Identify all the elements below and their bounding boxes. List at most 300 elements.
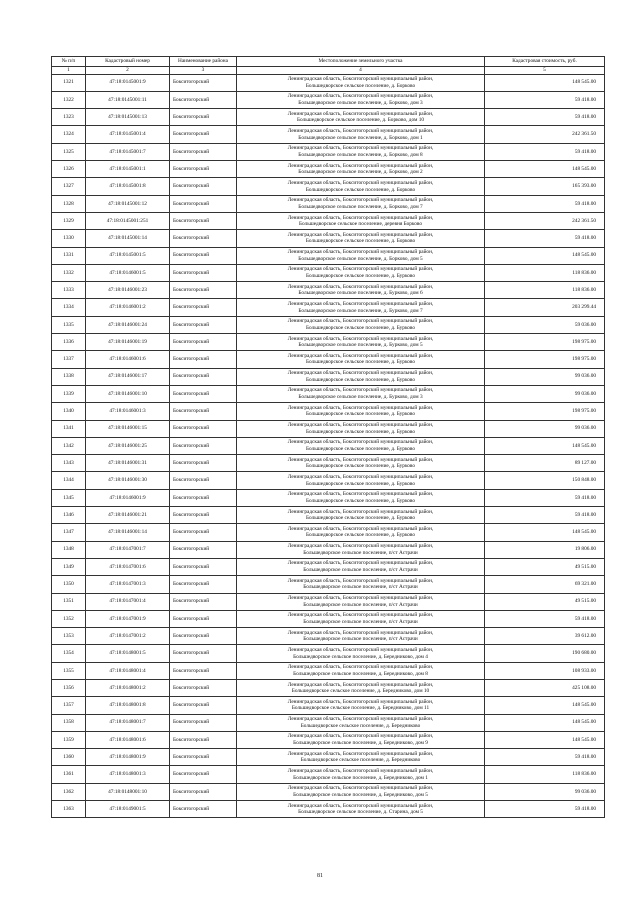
location-cell <box>237 316 485 333</box>
district-name: Бокситогорский <box>170 195 237 212</box>
cadastral-value: 242 361.50 <box>485 212 605 229</box>
location-line-2: Большедворское сельское поселение, д. Бурково <box>305 428 416 435</box>
row-number: 1358 <box>52 714 86 731</box>
district-name: Бокситогорский <box>170 489 237 506</box>
cadastral-value: 59 418.00 <box>485 507 605 524</box>
table-row <box>52 91 605 108</box>
location-line-1: Ленинградская область, Бокситогорский муниципальный район, <box>287 595 434 602</box>
cadastral-number: 47:18:0147001:4 <box>86 593 170 610</box>
location-line-1: Ленинградская область, Бокситогорский муниципальный район, <box>287 197 434 204</box>
header-number: № п/п <box>52 57 86 67</box>
row-number: 1363 <box>52 801 86 818</box>
location-line-2: Большедворское сельское поселение, д. Борково, дом 10 <box>296 117 425 124</box>
table-row <box>52 489 605 506</box>
table-row <box>52 662 605 679</box>
district-name: Бокситогорский <box>170 299 237 316</box>
cadastral-number: 47:18:0147001:2 <box>86 628 170 645</box>
cadastral-number: 47:18:0147001:6 <box>86 558 170 575</box>
header-row <box>52 57 605 67</box>
location-line-1: Ленинградская область, Бокситогорский муниципальный район, <box>287 283 434 290</box>
location-cell <box>237 524 485 541</box>
cadastral-number: 47:18:0146001:21 <box>86 507 170 524</box>
location-line-1: Ленинградская область, Бокситогорский муниципальный район, <box>287 733 434 740</box>
cadastral-value: 148 545.00 <box>485 161 605 178</box>
cadastral-number: 47:18:0146001:10 <box>86 385 170 402</box>
table-row <box>52 628 605 645</box>
district-name: Бокситогорский <box>170 801 237 818</box>
district-name: Бокситогорский <box>170 628 237 645</box>
location-line-2: Большедворское сельское поселение, д. Бередниково, дом 8 <box>293 670 428 677</box>
cadastral-value: 190 680.00 <box>485 645 605 662</box>
row-number: 1323 <box>52 109 86 126</box>
table-row <box>52 472 605 489</box>
location-line-1: Ленинградская область, Бокситогорский муниципальный район, <box>287 768 434 775</box>
row-number: 1362 <box>52 783 86 800</box>
table-row <box>52 264 605 281</box>
cadastral-number: 47:18:0145001:13 <box>86 109 170 126</box>
cadastral-number: 47:18:0148001:8 <box>86 697 170 714</box>
cadastral-value: 59 418.00 <box>485 489 605 506</box>
location-line-2: Большедворское сельское поселение, д. Бурково <box>305 359 416 366</box>
row-number: 1326 <box>52 161 86 178</box>
district-name: Бокситогорский <box>170 74 237 91</box>
cadastral-number: 47:18:0148001:7 <box>86 714 170 731</box>
location-line-1: Ленинградская область, Бокситогорский муниципальный район, <box>287 110 434 117</box>
cadastral-value: 242 361.50 <box>485 126 605 143</box>
location-cell <box>237 109 485 126</box>
table-row <box>52 351 605 368</box>
cadastral-number: 47:18:0146001:23 <box>86 282 170 299</box>
location-line-1: Ленинградская область, Бокситогорский муниципальный район, <box>287 335 434 342</box>
location-cell <box>237 679 485 696</box>
table-row <box>52 766 605 783</box>
location-line-2: Большедворское сельское поселение, д. Бурково <box>305 411 416 418</box>
district-name: Бокситогорский <box>170 576 237 593</box>
location-line-1: Ленинградская область, Бокситогорский муниципальный район, <box>287 128 434 135</box>
location-line-2: Большедворское сельское поселение, д. Бурково, дом 6 <box>298 290 423 297</box>
cadastral-value: 118 836.00 <box>485 264 605 281</box>
location-line-1: Ленинградская область, Бокситогорский муниципальный район, <box>287 422 434 429</box>
location-line-1: Ленинградская область, Бокситогорский муниципальный район, <box>287 352 434 359</box>
table-row <box>52 524 605 541</box>
cadastral-value: 165 393.00 <box>485 178 605 195</box>
location-line-2: Большедворское сельское поселение, д. Бурково <box>305 273 416 279</box>
row-number: 1360 <box>52 749 86 766</box>
table-row <box>52 801 605 818</box>
cadastral-number: 47:18:0149001:5 <box>86 801 170 818</box>
location-line-2: Большедворское сельское поселение, д. Бурково <box>305 376 416 383</box>
location-line-1: Ленинградская область, Бокситогорский муниципальный район, <box>287 473 434 480</box>
district-name: Бокситогорский <box>170 593 237 610</box>
location-cell <box>237 507 485 524</box>
location-line-2: Большедворское сельское поселение, д. Бурково <box>305 532 416 539</box>
cadastral-number: 47:18:0147001:7 <box>86 541 170 558</box>
cadastral-value: 99 036.00 <box>485 783 605 800</box>
location-cell <box>237 610 485 627</box>
cadastral-number: 47:18:0146001:5 <box>86 264 170 281</box>
cadastral-table <box>51 56 605 818</box>
row-number: 1329 <box>52 212 86 229</box>
district-name: Бокситогорский <box>170 109 237 126</box>
location-cell <box>237 195 485 212</box>
location-cell <box>237 749 485 766</box>
cadastral-number: 47:18:0148001:5 <box>86 645 170 662</box>
cadastral-value: 203 299.44 <box>485 299 605 316</box>
cadastral-value: 69 321.00 <box>485 576 605 593</box>
location-line-1: Ленинградская область, Бокситогорский муниципальный район, <box>287 491 434 498</box>
row-number: 1340 <box>52 403 86 420</box>
table-row <box>52 749 605 766</box>
location-line-1: Ленинградская область, Бокситогорский муниципальный район, <box>287 508 434 515</box>
district-name: Бокситогорский <box>170 143 237 160</box>
district-name: Бокситогорский <box>170 558 237 575</box>
cadastral-number: 47:18:0145001:5 <box>86 247 170 264</box>
cadastral-value: 89 127.00 <box>485 455 605 472</box>
location-cell <box>237 662 485 679</box>
row-number: 1333 <box>52 282 86 299</box>
cadastral-number: 47:18:0145001:9 <box>86 74 170 91</box>
cadastral-value: 59 418.00 <box>485 195 605 212</box>
location-cell <box>237 161 485 178</box>
cadastral-value: 99 036.00 <box>485 420 605 437</box>
table-row <box>52 558 605 575</box>
cadastral-value: 148 545.00 <box>485 524 605 541</box>
row-number: 1348 <box>52 541 86 558</box>
location-line-1: Ленинградская область, Бокситогорский муниципальный район, <box>287 231 434 238</box>
cadastral-value: 59 418.00 <box>485 109 605 126</box>
table-row <box>52 714 605 731</box>
table-row <box>52 593 605 610</box>
row-number: 1344 <box>52 472 86 489</box>
district-name: Бокситогорский <box>170 91 237 108</box>
location-cell <box>237 351 485 368</box>
cadastral-value: 99 036.00 <box>485 385 605 402</box>
row-number: 1352 <box>52 610 86 627</box>
cadastral-number: 47:18:0146001:30 <box>86 472 170 489</box>
location-line-1: Ленинградская область, Бокситогорский муниципальный район, <box>287 456 434 463</box>
cadastral-value: 39 612.00 <box>485 628 605 645</box>
location-cell <box>237 385 485 402</box>
table-row <box>52 731 605 748</box>
header-cadastral-value: Кадастровая стоимость, руб. <box>485 57 605 67</box>
row-number: 1327 <box>52 178 86 195</box>
location-line-1: Ленинградская область, Бокситогорский муниципальный район, <box>287 802 434 809</box>
cadastral-value: 118 836.00 <box>485 766 605 783</box>
table-row <box>52 230 605 247</box>
location-line-2: Большедворское сельское поселение, п/ст Астрачи <box>303 601 418 608</box>
location-line-1: Ленинградская область, Бокситогорский муниципальный район, <box>287 76 434 83</box>
cadastral-value: 99 036.00 <box>485 368 605 385</box>
location-cell <box>237 403 485 420</box>
table-row <box>52 74 605 91</box>
location-cell <box>237 126 485 143</box>
row-number: 1322 <box>52 91 86 108</box>
district-name: Бокситогорский <box>170 679 237 696</box>
location-line-2: Большедворское сельское поселение, д. Бурково <box>305 445 416 452</box>
location-cell <box>237 731 485 748</box>
cadastral-value: 148 545.00 <box>485 437 605 454</box>
cadastral-number: 47:18:0145001:14 <box>86 230 170 247</box>
location-line-1: Ленинградская область, Бокситогорский муниципальный район, <box>287 716 434 723</box>
location-line-2: Большедворское сельское поселение, деревня Борково <box>299 221 422 228</box>
district-name: Бокситогорский <box>170 507 237 524</box>
table-row <box>52 697 605 714</box>
cadastral-number: 47:18:0145001:1 <box>86 161 170 178</box>
location-line-2: Большедворское сельское поселение, д. Борково, дом 7 <box>298 203 423 210</box>
table-row <box>52 282 605 299</box>
row-number: 1345 <box>52 489 86 506</box>
cadastral-number: 47:18:0146001:17 <box>86 368 170 385</box>
location-cell <box>237 247 485 264</box>
cadastral-number: 47:18:0147001:9 <box>86 610 170 627</box>
cadastral-number: 47:18:0145001:7 <box>86 143 170 160</box>
location-line-2: Большедворское сельское поселение, д. Бурково, дом 3 <box>298 394 423 401</box>
row-number: 1328 <box>52 195 86 212</box>
header-location: Местоположение земельного участка <box>237 57 485 67</box>
location-cell <box>237 282 485 299</box>
table-row <box>52 403 605 420</box>
location-cell <box>237 437 485 454</box>
row-number: 1357 <box>52 697 86 714</box>
cadastral-value: 49 515.00 <box>485 593 605 610</box>
location-line-1: Ленинградская область, Бокситогорский муниципальный район, <box>287 698 434 705</box>
table-row <box>52 161 605 178</box>
location-line-2: Большедворское сельское поселение, д. Бередниково, дом 9 <box>293 740 428 747</box>
column-number: 5 <box>485 67 605 75</box>
location-cell <box>237 489 485 506</box>
cadastral-number: 47:18:0145001:4 <box>86 126 170 143</box>
header-cadastral-number: Кадастровый номер <box>86 57 170 67</box>
location-cell <box>237 541 485 558</box>
cadastral-value: 59 418.00 <box>485 230 605 247</box>
row-number: 1347 <box>52 524 86 541</box>
cadastral-number: 47:18:0148001:10 <box>86 783 170 800</box>
row-number: 1324 <box>52 126 86 143</box>
table-row <box>52 368 605 385</box>
table-row <box>52 679 605 696</box>
row-number: 1355 <box>52 662 86 679</box>
table-row <box>52 437 605 454</box>
table-row <box>52 576 605 593</box>
table-row <box>52 212 605 229</box>
location-line-1: Ленинградская область, Бокситогорский муниципальный район, <box>287 646 434 653</box>
cadastral-number: 47:18:0146001:9 <box>86 489 170 506</box>
location-line-1: Ленинградская область, Бокситогорский муниципальный район, <box>287 370 434 377</box>
location-cell <box>237 230 485 247</box>
cadastral-number: 47:18:0146001:24 <box>86 316 170 333</box>
cadastral-value: 59 418.00 <box>485 610 605 627</box>
district-name: Бокситогорский <box>170 282 237 299</box>
row-number: 1343 <box>52 455 86 472</box>
location-line-2: Большедворское сельское поселение, д. Борково <box>305 82 416 89</box>
row-number: 1331 <box>52 247 86 264</box>
cadastral-number: 47:18:0148001:2 <box>86 679 170 696</box>
row-number: 1350 <box>52 576 86 593</box>
cadastral-number: 47:18:0145001:251 <box>86 212 170 229</box>
table-row <box>52 247 605 264</box>
location-line-1: Ленинградская область, Бокситогорский муниципальный район, <box>287 162 434 169</box>
location-cell <box>237 455 485 472</box>
district-name: Бокситогорский <box>170 420 237 437</box>
district-name: Бокситогорский <box>170 368 237 385</box>
cadastral-value: 198 975.00 <box>485 403 605 420</box>
table-row <box>52 385 605 402</box>
location-line-1: Ленинградская область, Бокситогорский муниципальный район, <box>287 543 434 550</box>
location-line-2: Большедворское сельское поселение, д. Бередниково, дом 11 <box>291 705 430 712</box>
district-name: Бокситогорский <box>170 645 237 662</box>
location-line-2: Большедворское сельское поселение, д. Борково, дом 3 <box>298 100 423 107</box>
location-line-1: Ленинградская область, Бокситогорский муниципальный район, <box>287 750 434 757</box>
row-number: 1334 <box>52 299 86 316</box>
location-line-2: Большедворское сельское поселение, д. Борково <box>305 238 416 245</box>
district-name: Бокситогорский <box>170 316 237 333</box>
district-name: Бокситогорский <box>170 385 237 402</box>
table-row <box>52 455 605 472</box>
location-line-1: Ленинградская область, Бокситогорский муниципальный район, <box>287 560 434 567</box>
row-number: 1338 <box>52 368 86 385</box>
location-cell <box>237 368 485 385</box>
row-number: 1351 <box>52 593 86 610</box>
location-cell <box>237 645 485 662</box>
location-line-2: Большедворское сельское поселение, д. Бередниково, дом 1 <box>293 774 428 781</box>
district-name: Бокситогорский <box>170 749 237 766</box>
location-line-1: Ленинградская область, Бокситогорский муниципальный район, <box>287 664 434 671</box>
location-cell <box>237 143 485 160</box>
cadastral-value: 198 975.00 <box>485 351 605 368</box>
location-cell <box>237 628 485 645</box>
row-number: 1354 <box>52 645 86 662</box>
column-number: 1 <box>52 67 86 75</box>
location-cell <box>237 264 485 281</box>
district-name: Бокситогорский <box>170 455 237 472</box>
location-line-2: Большедворское сельское поселение, п/ст Астрачи <box>303 584 418 591</box>
cadastral-value: 118 836.00 <box>485 282 605 299</box>
cadastral-value: 148 545.00 <box>485 714 605 731</box>
district-name: Бокситогорский <box>170 731 237 748</box>
cadastral-number: 47:18:0145001:12 <box>86 195 170 212</box>
location-line-1: Ленинградская область, Бокситогорский муниципальный район, <box>287 179 434 186</box>
row-number: 1330 <box>52 230 86 247</box>
cadastral-number: 47:18:0148001:4 <box>86 662 170 679</box>
row-number: 1341 <box>52 420 86 437</box>
header-district-name: Наименование района <box>170 57 237 67</box>
district-name: Бокситогорский <box>170 403 237 420</box>
location-line-2: Большедворское сельское поселение, д. Бередниково, дом 5 <box>293 791 428 798</box>
district-name: Бокситогорский <box>170 541 237 558</box>
location-line-1: Ленинградская область, Бокситогорский муниципальный район, <box>287 318 434 325</box>
location-cell <box>237 576 485 593</box>
location-line-1: Ленинградская область, Бокситогорский муниципальный район, <box>287 577 434 584</box>
district-name: Бокситогорский <box>170 697 237 714</box>
table-row <box>52 126 605 143</box>
location-line-2: Большедворское сельское поселение, д. Борково <box>305 186 416 193</box>
cadastral-value: 148 545.00 <box>485 247 605 264</box>
location-cell <box>237 472 485 489</box>
cadastral-number: 47:18:0146001:6 <box>86 351 170 368</box>
row-number: 1335 <box>52 316 86 333</box>
row-number: 1321 <box>52 74 86 91</box>
district-name: Бокситогорский <box>170 610 237 627</box>
cadastral-value: 59 036.00 <box>485 316 605 333</box>
location-line-1: Ленинградская область, Бокситогорский муниципальный район, <box>287 612 434 619</box>
location-line-1: Ленинградская область, Бокситогорский муниципальный район, <box>287 266 434 273</box>
cadastral-value: 150 848.00 <box>485 472 605 489</box>
location-line-1: Ленинградская область, Бокситогорский муниципальный район, <box>287 404 434 411</box>
location-line-2: Большедворское сельское поселение, д. Бурково <box>305 497 416 504</box>
table-row <box>52 143 605 160</box>
location-line-2: Большедворское сельское поселение, д. Борково, дом 8 <box>298 151 423 158</box>
cadastral-number: 47:18:0146001:15 <box>86 420 170 437</box>
location-line-2: Большедворское сельское поселение, п/ст Астрачи <box>303 549 418 556</box>
table-row <box>52 195 605 212</box>
page-number: 81 <box>317 873 323 879</box>
cadastral-number: 47:18:0146001:25 <box>86 437 170 454</box>
table-row <box>52 645 605 662</box>
row-number: 1359 <box>52 731 86 748</box>
location-line-2: Большедворское сельское поселение, д. Бурково <box>305 324 416 331</box>
cadastral-number: 47:18:0147001:3 <box>86 576 170 593</box>
district-name: Бокситогорский <box>170 334 237 351</box>
district-name: Бокситогорский <box>170 126 237 143</box>
location-cell <box>237 74 485 91</box>
location-line-2: Большедворское сельское поселение, д. Бурково, дом 7 <box>298 307 423 314</box>
location-line-2: Большедворское сельское поселение, д. Бередниково, дом 10 <box>291 688 430 695</box>
table-row <box>52 334 605 351</box>
location-line-2: Большедворское сельское поселение, д. Борково, дом 1 <box>298 134 423 141</box>
cadastral-value: 59 418.00 <box>485 91 605 108</box>
row-number: 1346 <box>52 507 86 524</box>
cadastral-number: 47:18:0146001:19 <box>86 334 170 351</box>
column-number: 4 <box>237 67 485 75</box>
table-row <box>52 178 605 195</box>
cadastral-value: 59 418.00 <box>485 749 605 766</box>
cadastral-value: 198 975.00 <box>485 334 605 351</box>
location-cell <box>237 714 485 731</box>
cadastral-number: 47:18:0145001:11 <box>86 91 170 108</box>
cadastral-value: 59 418.00 <box>485 801 605 818</box>
location-cell <box>237 766 485 783</box>
table-row <box>52 610 605 627</box>
cadastral-value: 148 545.00 <box>485 74 605 91</box>
location-line-2: Большедворское сельское поселение, д. Бурково <box>305 480 416 487</box>
location-line-2: Большедворское сельское поселение, д. Бередниково <box>300 722 421 729</box>
location-line-2: Большедворское сельское поселение, д. Старина, дом 5 <box>298 809 423 816</box>
table-row <box>52 783 605 800</box>
column-number: 3 <box>170 67 237 75</box>
row-number: 1325 <box>52 143 86 160</box>
row-number: 1342 <box>52 437 86 454</box>
cadastral-value: 148 545.00 <box>485 697 605 714</box>
location-line-2: Большедворское сельское поселение, п/ст Астрачи <box>303 618 418 625</box>
column-number-row <box>52 67 605 75</box>
cadastral-number: 47:18:0148001:6 <box>86 731 170 748</box>
cadastral-number: 47:18:0146001:14 <box>86 524 170 541</box>
table-row <box>52 299 605 316</box>
location-line-2: Большедворское сельское поселение, д. Бередниково <box>300 757 421 764</box>
location-line-1: Ленинградская область, Бокситогорский муниципальный район, <box>287 785 434 792</box>
row-number: 1336 <box>52 334 86 351</box>
location-line-1: Ленинградская область, Бокситогорский муниципальный район, <box>287 629 434 636</box>
location-line-2: Большедворское сельское поселение, д. Борково, дом 2 <box>298 169 423 176</box>
cadastral-number: 47:18:0145001:8 <box>86 178 170 195</box>
row-number: 1332 <box>52 264 86 281</box>
district-name: Бокситогорский <box>170 783 237 800</box>
district-name: Бокситогорский <box>170 351 237 368</box>
cadastral-value: 425 108.00 <box>485 679 605 696</box>
table-body <box>52 74 605 818</box>
cadastral-value: 59 418.00 <box>485 143 605 160</box>
location-cell <box>237 558 485 575</box>
